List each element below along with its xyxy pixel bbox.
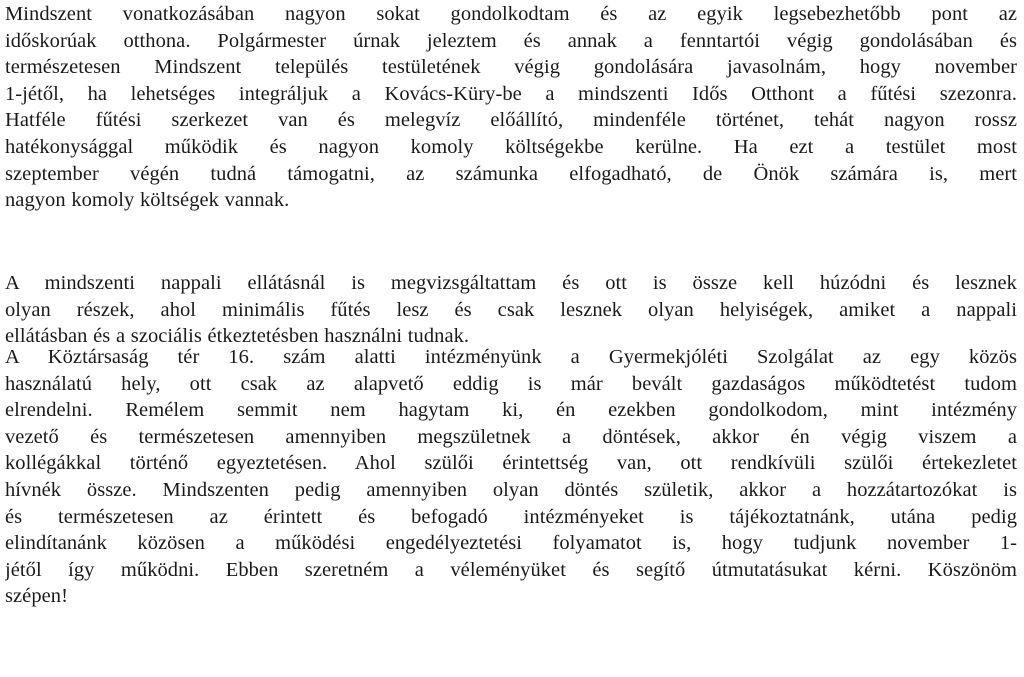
text-line: és természetesen az érintett és befogadó intézményeket is tájékoztatnánk, utána pedig [5,505,1017,528]
text-line: kollégákkal történő egyeztetésen. Ahol szülői érintettség van, ott rendkívüli szülői értekezletet [5,452,1017,475]
text-line: Mindszent vonatkozásában nagyon sokat gondolkodtam és az egyik legsebezhetőbb pont az [5,3,1017,25]
text-line: természetesen Mindszent település testületének végig gondolására javasolnám, hogy november [5,56,1017,79]
text-line: használatú hely, ott csak az alapvető eddig is már bevált gazdaságos működtetést tudom [5,372,1017,395]
text-line: elindítanánk közösen a működési engedélyeztetési folyamatot is, hogy tudjunk november 1- [5,532,1017,555]
text-line: hívnék össze. Mindszenten pedig amennyiben olyan döntés születik, akkor a hozzátartozókat is [5,478,1017,501]
text-line: hatékonysággal működik és nagyon komoly költségekbe kerülne. Ha ezt a testület most [5,135,1017,158]
text-line: elrendelni. Remélem semmit nem hagytam ki, én ezekben gondolkodom, mint intézmény [5,399,1017,422]
text-line: 1-jétől, ha lehetséges integráljuk a Kovács-Küry-be a mindszenti Idős Otthont a fűtési szezonra. [5,82,1017,105]
text-line: A mindszenti nappali ellátásnál is megvizsgáltattam és ott is össze kell húzódni és lesznek [5,272,1017,294]
paragraph-nappali-ellatas [5,270,1017,350]
text-line: ellátásban és a szociális étkeztetésben használni tudnak. [5,325,470,348]
text-line: szeptember végén tudná támogatni, az számunka elfogadható, de Önök számára is, mert [5,162,1017,185]
text-line: jétől így működni. Ebben szeretném a véleményüket és segítő útmutatásukat kérni. Köszönöm [5,558,1017,581]
text-line: Hatféle fűtési szerkezet van és melegvíz előállító, mindenféle történet, tehát nagyon rossz [5,109,1017,132]
text-line: A Köztársaság tér 16. szám alatti intézményünk a Gyermekjóléti Szolgálat az egy közös [5,346,1017,368]
paragraph-koztarsasag-ter [5,344,1017,610]
text-line: időskorúak otthona. Polgármester úrnak jeleztem és annak a fenntartói végig gondolásában és [5,29,1017,52]
text-line: vezető és természetesen amennyiben megszületnek a döntések, akkor én végig viszem a [5,425,1017,448]
paragraph-idosek-otthona [5,1,1017,214]
text-line: nagyon komoly költségek vannak. [5,189,290,212]
text-line: szépen! [5,585,68,608]
text-line: olyan részek, ahol minimális fűtés lesz és csak lesznek olyan helyiségek, amiket a nappali [5,298,1017,321]
